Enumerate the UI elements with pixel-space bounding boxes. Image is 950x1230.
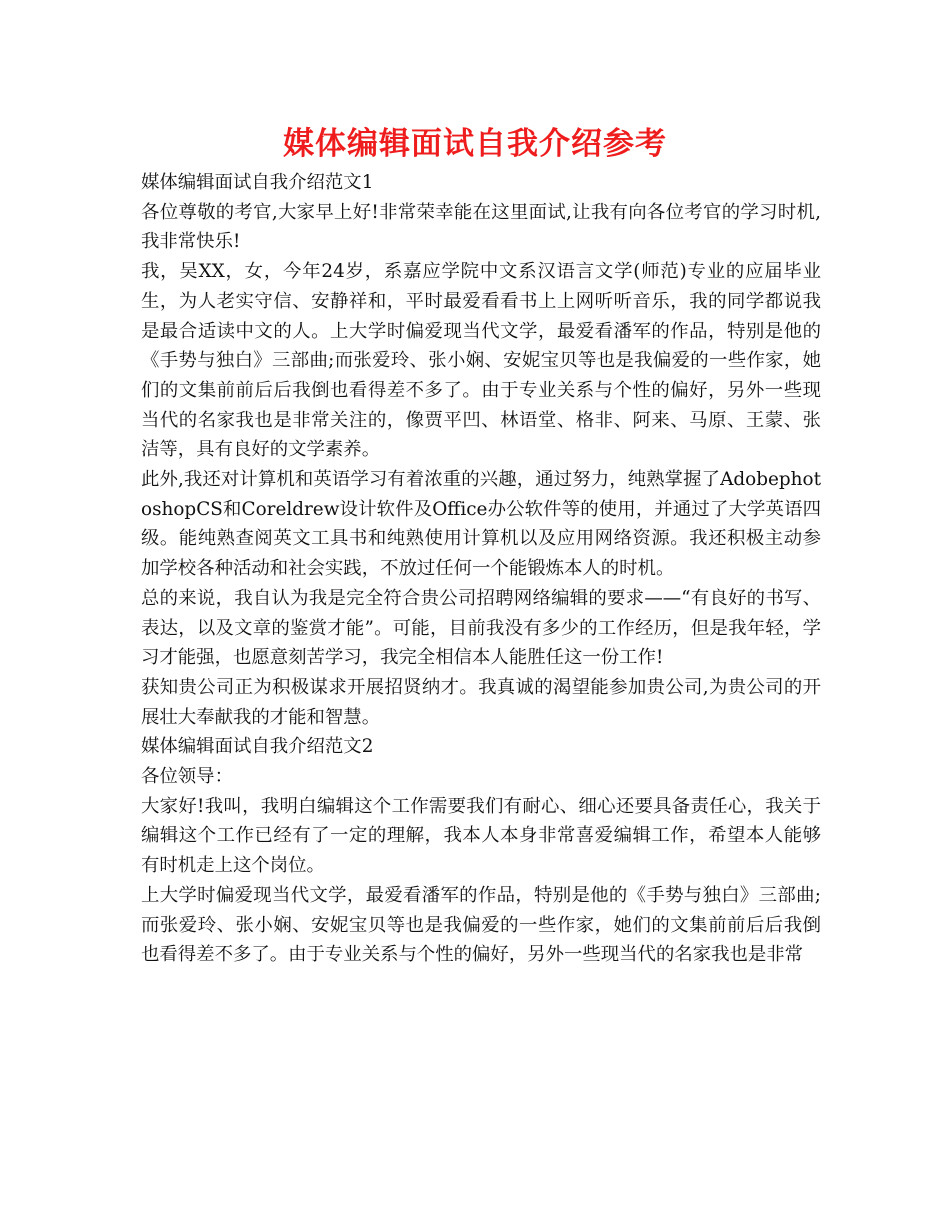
paragraph-closing: 获知贵公司正为积极谋求开展招贤纳才。我真诚的渴望能参加贵公司,为贵公司的开展壮大奉献我的才能和智慧。 xyxy=(141,676,821,728)
paragraph-intro-2: 大家好!我叫，我明白编辑这个工作需要我们有耐心、细心还要具备责任心，我关于编辑这个工作已经有了一定的理解，我本人本身非常喜爱编辑工作，希望本人能够有时机走上这个岗位。 xyxy=(141,795,821,877)
paragraph-summary: 总的来说，我自认为我是完全符合贵公司招聘网络编辑的要求——“有良好的书写、表达，以及文章的鉴赏才能”。可能，目前我没有多少的工作经历，但是我年轻，学习才能强，也愿意刻苦学习，我完全相信本人能胜任这一份工作! xyxy=(141,587,821,669)
paragraph-greeting: 各位尊敬的考官,大家早上好!非常荣幸能在这里面试,让我有向各位考官的学习时机,我非常快乐! xyxy=(141,201,821,253)
paragraph-skills: 此外,我还对计算机和英语学习有着浓重的兴趣，通过努力，纯熟掌握了AdobephotoshopCS和Coreldrew设计软件及Office办公软件等的使用，并通过了大学英语四级。能纯熟查阅英文工具书和纯熟使用计算机以及应用网络资源。我还积极主动参加学校各种活动和社会实践，不放过任何一个能锻炼本人的时机。 xyxy=(141,469,821,580)
paragraph-literature-2: 上大学时偏爱现当代文学，最爱看潘军的作品，特别是他的《手势与独白》三部曲;而张爱玲、张小娴、安妮宝贝等也是我偏爱的一些作家，她们的文集前前后后我倒也看得差不多了。由于专业关系与个性的偏好，另外一些现当代的名家我也是非常 xyxy=(141,884,821,966)
section-heading-2: 媒体编辑面试自我介绍范文2 xyxy=(141,736,374,758)
document-title: 媒体编辑面试自我介绍参考 xyxy=(283,126,667,162)
section-heading-1: 媒体编辑面试自我介绍范文1 xyxy=(141,172,374,193)
document-body xyxy=(141,168,821,970)
paragraph-salutation: 各位领导： xyxy=(141,766,233,788)
paragraph-self-intro: 我，吴XX，女，今年24岁，系嘉应学院中文系汉语言文学(师范)专业的应届毕业生，为人老实守信、安静祥和，平时最爱看看书上上网听听音乐，我的同学都说我是最合适读中文的人。上大学时偏爱现当代文学，最爱看潘军的作品，特别是他的《手势与独白》三部曲;而张爱玲、张小娴、安妮宝贝等也是我偏爱的一些作家，她们的文集前前后后我倒也看得差不多了。由于专业关系与个性的偏好，另外一些现当代的名家我也是非常关注的，像贾平凹、林语堂、格非、阿来、马原、王蒙、张洁等，具有良好的文学素养。 xyxy=(141,261,821,461)
